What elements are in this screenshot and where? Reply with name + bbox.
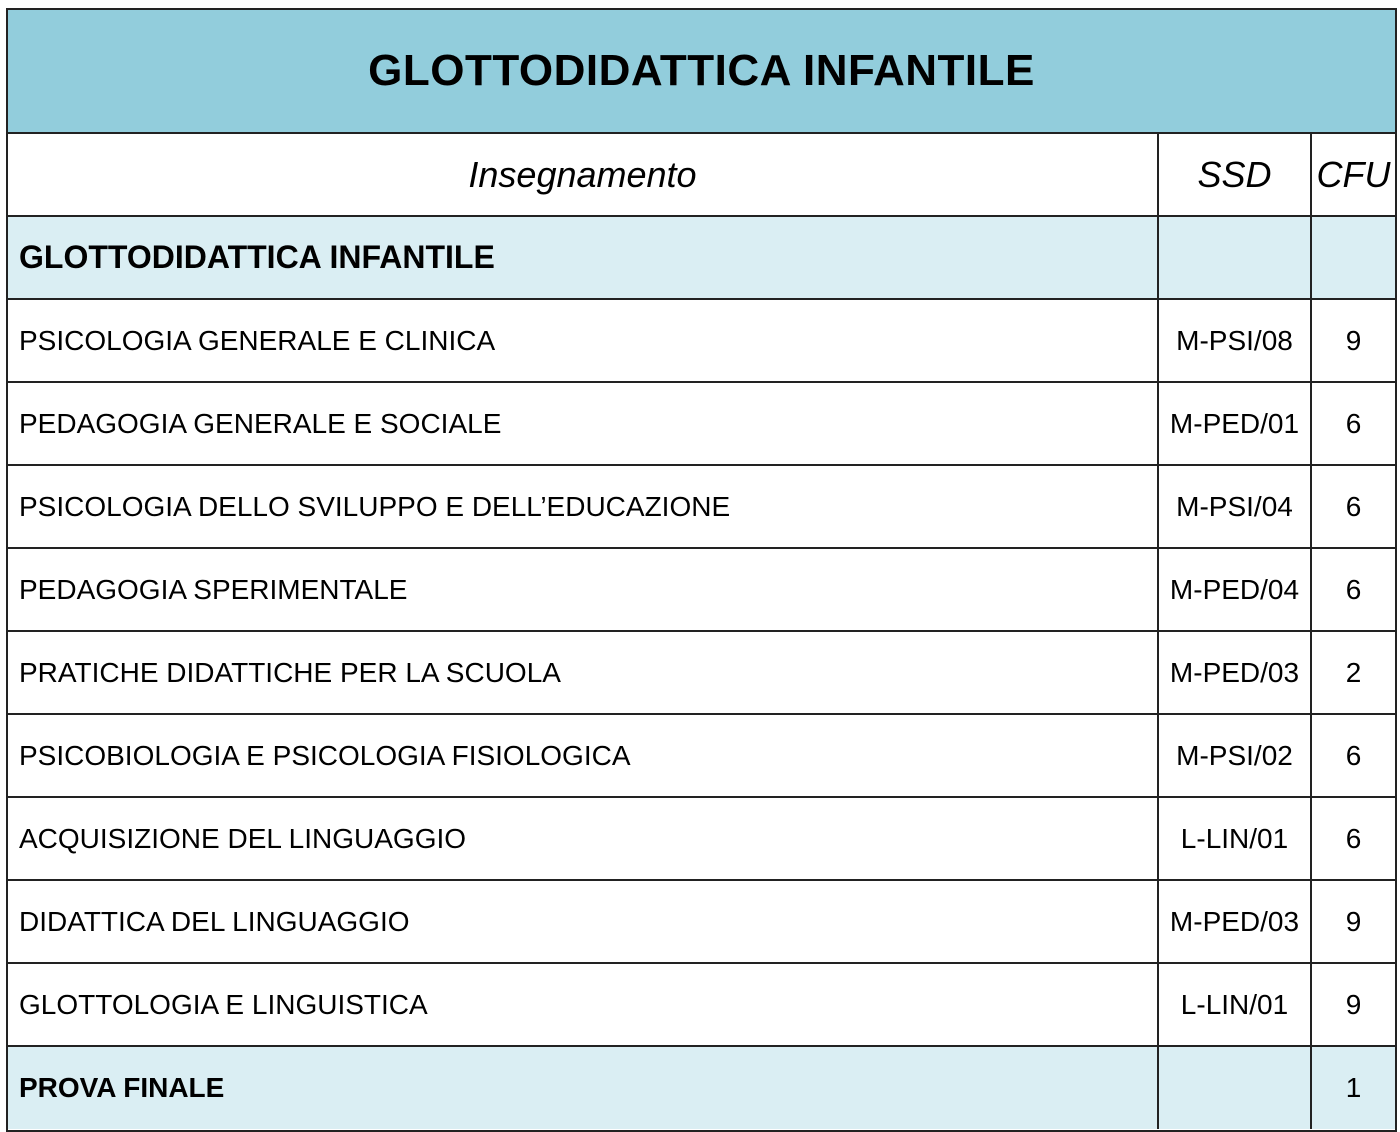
course-cfu: 6 (1345, 490, 1362, 522)
header-row (8, 134, 1395, 217)
table-row (8, 549, 1395, 632)
table-row (8, 383, 1395, 466)
course-cfu: 2 (1345, 656, 1362, 688)
course-name: PSICOLOGIA GENERALE E CLINICA (8, 300, 1159, 381)
course-ssd: M-PSI/04 (1159, 466, 1312, 547)
course-name: PEDAGOGIA GENERALE E SOCIALE (8, 383, 1159, 464)
course-cfu: 9 (1345, 905, 1362, 937)
course-ssd: M-PSI/08 (1159, 300, 1312, 381)
course-name: PSICOBIOLOGIA E PSICOLOGIA FISIOLOGICA (8, 715, 1159, 796)
course-cfu: 9 (1345, 988, 1362, 1020)
course-cfu: 6 (1345, 407, 1362, 439)
course-name: PRATICHE DIDATTICHE PER LA SCUOLA (8, 632, 1159, 713)
course-ssd: M-PED/03 (1159, 881, 1312, 962)
curriculum-table (6, 8, 1397, 1132)
section-ssd (1159, 217, 1312, 298)
final-exam-ssd (1159, 1047, 1312, 1129)
course-cfu: 9 (1345, 324, 1362, 356)
table-row (8, 798, 1395, 881)
course-name: PEDAGOGIA SPERIMENTALE (8, 549, 1159, 630)
section-row (8, 217, 1395, 300)
course-name: DIDATTICA DEL LINGUAGGIO (8, 881, 1159, 962)
table-row (8, 715, 1395, 798)
course-name: ACQUISIZIONE DEL LINGUAGGIO (8, 798, 1159, 879)
table-row (8, 881, 1395, 964)
table-row (8, 632, 1395, 715)
course-cfu: 6 (1345, 822, 1362, 854)
course-name: GLOTTOLOGIA E LINGUISTICA (8, 964, 1159, 1045)
table-row (8, 300, 1395, 383)
table-row (8, 964, 1395, 1047)
final-exam-cfu: 1 (1345, 1072, 1362, 1103)
header-course: Insegnamento (8, 134, 1159, 215)
header-cfu: CFU (1316, 153, 1391, 195)
section-cfu (1312, 217, 1395, 298)
course-cfu: 6 (1345, 573, 1362, 605)
header-ssd: SSD (1159, 134, 1312, 215)
course-ssd: L-LIN/01 (1159, 964, 1312, 1045)
course-name: PSICOLOGIA DELLO SVILUPPO E DELL’EDUCAZIONE (8, 466, 1159, 547)
course-ssd: M-PED/03 (1159, 632, 1312, 713)
final-exam-label: PROVA FINALE (8, 1047, 1159, 1129)
final-exam-row (8, 1047, 1395, 1129)
table-title: GLOTTODIDATTICA INFANTILE (8, 10, 1395, 134)
table-row (8, 466, 1395, 549)
course-ssd: L-LIN/01 (1159, 798, 1312, 879)
course-ssd: M-PED/01 (1159, 383, 1312, 464)
course-ssd: M-PSI/02 (1159, 715, 1312, 796)
section-label: GLOTTODIDATTICA INFANTILE (8, 217, 1159, 298)
course-ssd: M-PED/04 (1159, 549, 1312, 630)
course-cfu: 6 (1345, 739, 1362, 771)
